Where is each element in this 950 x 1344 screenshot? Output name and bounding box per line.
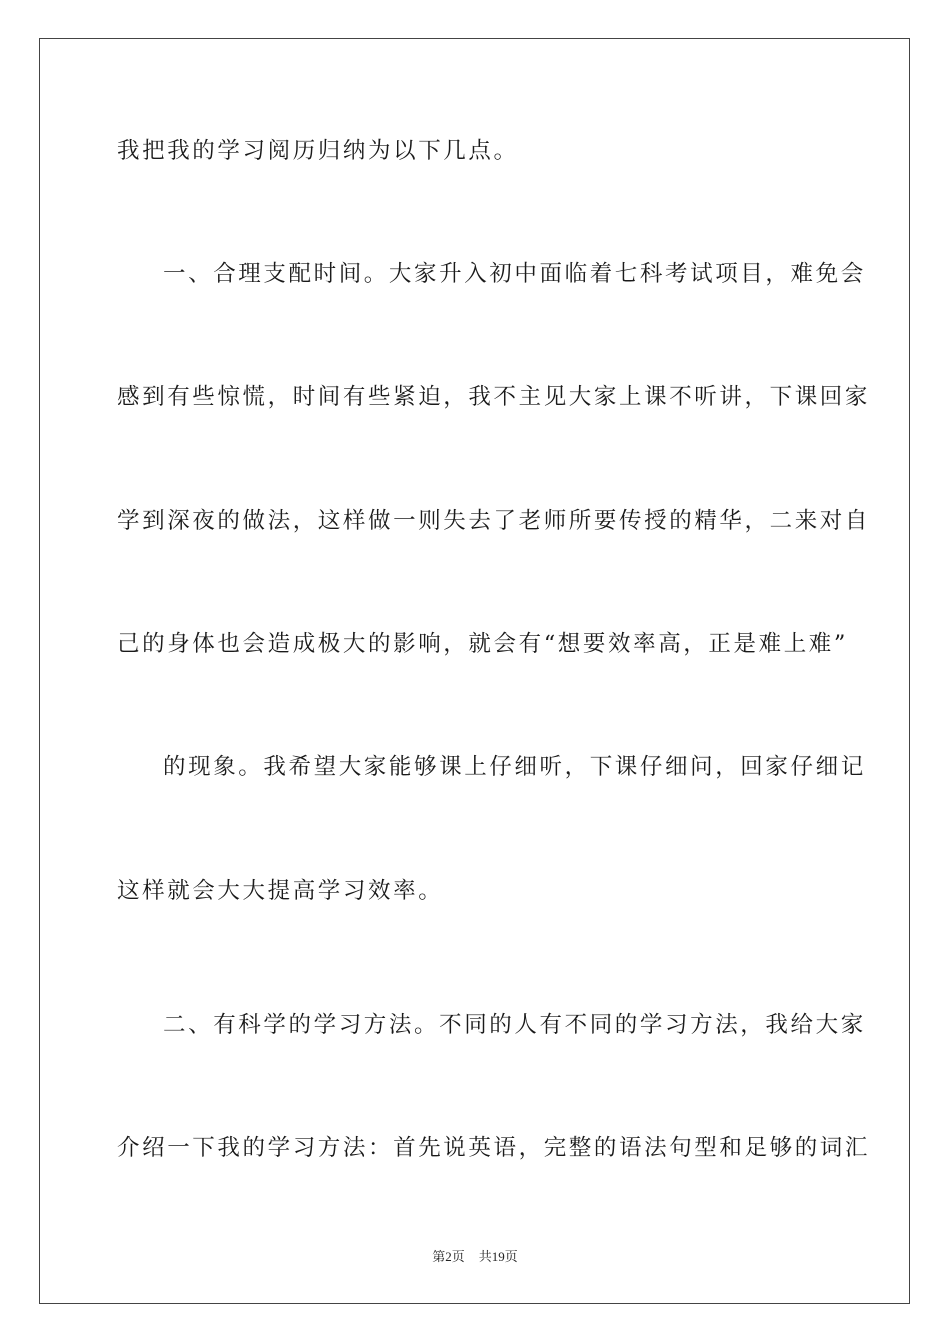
text-line-2: 一、合理支配时间。大家升入初中面临着七科考试项目，难免会: [163, 261, 866, 287]
text-line-3: 感到有些惊慌，时间有些紧迫，我不主见大家上课不听讲，下课回家: [117, 384, 871, 410]
page-total: 共19页: [478, 1249, 518, 1264]
text-line-5: 己的身体也会造成极大的影响，就会有“想要效率高，正是难上难”: [117, 631, 849, 657]
page-number: 第2页: [432, 1249, 465, 1264]
text-line-1: 我把我的学习阅历归纳为以下几点。: [117, 138, 519, 164]
text-line-6: 的现象。我希望大家能够课上仔细听，下课仔细问，回家仔细记: [163, 754, 866, 780]
page-footer: [0, 1248, 950, 1266]
text-line-9: 介绍一下我的学习方法：首先说英语，完整的语法句型和足够的词汇: [117, 1135, 871, 1161]
page-border: [39, 38, 910, 1304]
text-line-4: 学到深夜的做法，这样做一则失去了老师所要传授的精华，二来对自: [117, 508, 871, 534]
text-line-8: 二、有科学的学习方法。不同的人有不同的学习方法，我给大家: [163, 1012, 866, 1038]
text-line-7: 这样就会大大提高学习效率。: [117, 878, 444, 904]
